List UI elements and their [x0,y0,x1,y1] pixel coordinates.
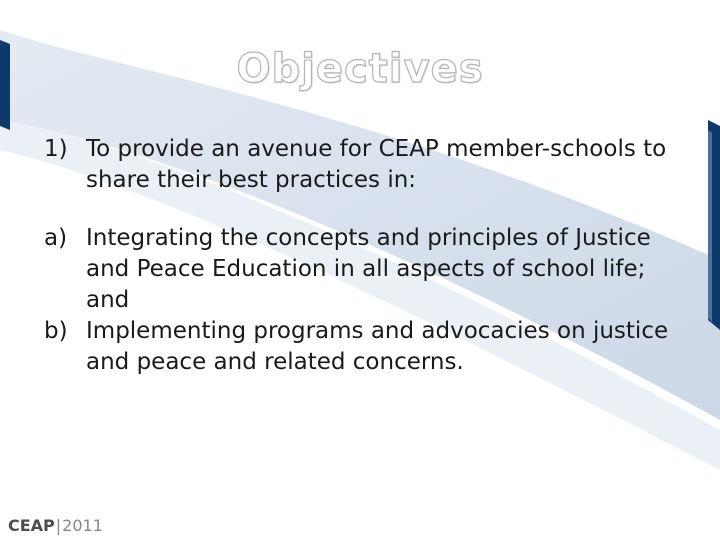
logo-year: 2011 [62,516,103,535]
objectives-list [44,134,684,378]
subitem-b [44,316,684,378]
logo-separator: | [55,516,62,535]
subitem-a [44,223,684,316]
right-accent-highlight [708,130,712,322]
objective-item-1 [44,134,684,196]
objective-text: To provide an avenue for CEAP member-schools to share their best practices in: [86,136,667,193]
ceap-logo [8,516,103,535]
subitem-text: Implementing programs and advocacies on justice and peace and related concerns. [86,318,669,375]
list-marker: 1) [44,136,68,162]
subitem-text: Integrating the concepts and principles of Justice and Peace Education in all aspects of school life; and [86,225,651,313]
list-marker: a) [44,225,68,251]
slide-title: Objectives [236,46,484,92]
list-marker: b) [44,318,68,344]
logo-brand: CEAP [8,516,55,535]
